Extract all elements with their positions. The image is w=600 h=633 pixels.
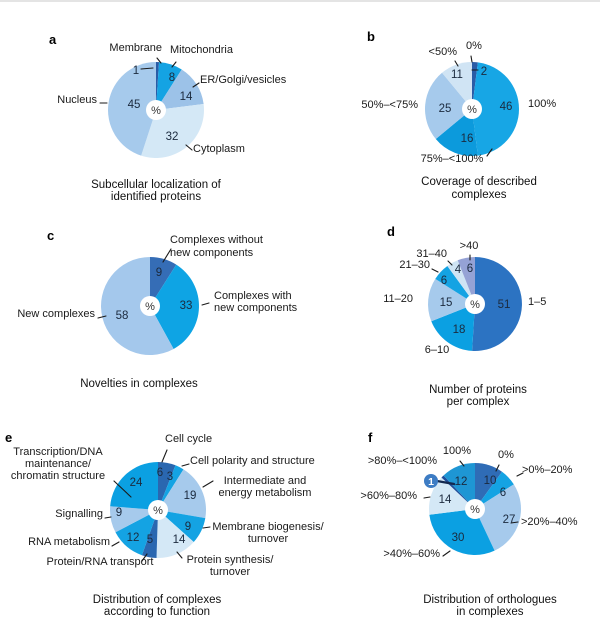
label-intermediate-and — [219, 475, 312, 499]
label-line: >60%–80% — [360, 490, 417, 502]
label-50 — [429, 47, 457, 59]
value-label: 14 — [438, 494, 452, 507]
panel-letter-b: b — [367, 29, 375, 44]
pie-b — [425, 56, 519, 156]
value-label: 12 — [454, 476, 468, 489]
label-line: Cell cycle — [165, 433, 213, 445]
value-label: 3 — [166, 471, 174, 484]
pie-center-symbol: % — [467, 103, 477, 116]
label-line: ER/Golgi/vesicles — [200, 74, 287, 86]
label-line: Signalling — [55, 508, 103, 520]
caption-line: Coverage of described — [421, 176, 537, 188]
label-line: New complexes — [17, 308, 95, 320]
label-line: turnover — [247, 532, 289, 545]
panel-letter-f: f — [368, 430, 373, 445]
value-label: 33 — [179, 300, 193, 313]
leader-line — [112, 542, 119, 546]
label-line: >80%–<100% — [367, 455, 437, 467]
leader-line — [424, 497, 430, 498]
label-line: Protein/RNA transport — [46, 556, 154, 568]
label-mitochondria — [170, 45, 233, 57]
leader-line — [471, 56, 472, 62]
label-membrane-biogenesis — [212, 522, 323, 545]
caption-f — [423, 594, 557, 618]
panel-letter-a: a — [49, 32, 57, 47]
value-label: 11 — [451, 69, 463, 82]
label-cytoplasm — [193, 144, 245, 156]
label-line: RNA metabolism — [28, 536, 110, 548]
label-line: 1–5 — [528, 296, 547, 308]
value-label: 58 — [115, 310, 129, 323]
label-complexes-with — [214, 290, 297, 314]
leader-line — [432, 269, 438, 272]
caption-line: Novelties in complexes — [80, 378, 198, 390]
value-label: 6 — [466, 263, 474, 276]
leader-line — [203, 527, 210, 528]
label-line: 21–30 — [399, 259, 430, 271]
value-label: 12 — [126, 532, 140, 545]
label-0-20 — [522, 465, 572, 477]
value-label: 45 — [127, 99, 141, 112]
value-label: 1 — [428, 475, 434, 488]
value-label: 9 — [155, 267, 163, 280]
label-line: 100% — [442, 445, 472, 457]
value-label: 14 — [172, 534, 186, 547]
label-0 — [498, 450, 514, 462]
caption-b — [421, 176, 537, 202]
label-line: 75%–<100% — [420, 153, 484, 165]
label-60-80 — [360, 491, 417, 503]
label-line: Protein synthesis/ — [186, 554, 274, 566]
caption-line: identified proteins — [110, 191, 202, 203]
label-100 — [443, 446, 471, 458]
label-line: >40 — [459, 240, 479, 252]
label-protein-rna-transport — [47, 557, 154, 569]
value-label: 27 — [502, 514, 516, 527]
label-40 — [460, 241, 479, 253]
label-6-10 — [425, 345, 449, 357]
label-line: maintenance/ — [24, 458, 92, 470]
value-label: 6 — [156, 467, 164, 480]
label-0 — [466, 41, 482, 53]
label-line: Cell polarity and structure — [190, 455, 315, 467]
leader-line — [186, 145, 192, 150]
value-label: 14 — [179, 91, 193, 104]
label-cell-polarity-and-structure — [190, 456, 315, 468]
label-line: Membrane biogenesis/ — [212, 521, 324, 533]
label-line: energy metabolism — [218, 487, 312, 499]
pie-d — [428, 255, 522, 351]
caption-line: according to function — [103, 606, 211, 618]
label-50-75 — [361, 100, 418, 112]
label-20-40 — [521, 517, 578, 529]
label-line: new components — [170, 247, 254, 259]
label-line: Membrane — [109, 42, 162, 54]
label-signalling — [55, 509, 103, 521]
pie-a — [100, 58, 204, 158]
label-complexes-without — [170, 234, 263, 260]
value-label: 15 — [439, 297, 453, 310]
pie-center-symbol: % — [145, 300, 155, 313]
value-label: 6 — [499, 487, 507, 500]
leader-line — [202, 303, 209, 305]
label-line: 31–40 — [416, 248, 447, 260]
caption-line: Distribution of complexes — [92, 594, 222, 606]
label-membrane — [109, 43, 162, 55]
label-line: 0% — [466, 40, 482, 52]
label-er-golgi-vesicles — [200, 75, 286, 87]
caption-d — [429, 384, 527, 408]
label-line: Mitochondria — [170, 44, 233, 56]
value-label: 6 — [440, 275, 448, 288]
label-21-30 — [399, 260, 430, 272]
label-line: 100% — [528, 98, 557, 110]
panel-letter-c: c — [47, 228, 55, 243]
label-line: Transcription/DNA — [13, 446, 103, 458]
leader-line — [203, 481, 213, 487]
value-label: 9 — [184, 521, 192, 534]
value-label: 4 — [454, 264, 462, 277]
value-label: 1 — [132, 65, 140, 78]
value-label: 46 — [499, 101, 513, 114]
label-line: >40%–60% — [383, 548, 440, 560]
label-line: 6–10 — [424, 344, 450, 356]
value-label: 24 — [129, 477, 143, 490]
label-75-100 — [421, 154, 484, 166]
label-nucleus — [57, 95, 97, 107]
label-100 — [528, 99, 556, 111]
label-line: new components — [214, 302, 298, 314]
label-80-100 — [368, 456, 437, 468]
label-line: Complexes with — [214, 290, 292, 302]
pie-c — [98, 249, 209, 355]
pie-center-symbol: % — [470, 503, 480, 516]
label-line: >0%–20% — [522, 464, 573, 476]
label-protein-synthesis — [187, 555, 274, 578]
label-line: Intermediate and — [223, 475, 307, 487]
pie-center-symbol: % — [153, 504, 163, 517]
value-label: 16 — [460, 133, 474, 146]
leader-line — [182, 464, 189, 466]
label-line: 50%–<75% — [361, 99, 418, 111]
value-label: 25 — [438, 103, 452, 116]
pie-center-symbol: % — [470, 298, 480, 311]
label-line: Nucleus — [57, 94, 97, 106]
label-line: 11–20 — [383, 293, 413, 305]
label-line: 0% — [498, 449, 514, 461]
label-line: chromatin structure — [10, 470, 106, 482]
caption-line: per complex — [446, 396, 510, 408]
value-label: 19 — [183, 490, 197, 503]
caption-e — [93, 594, 221, 618]
value-label: 30 — [451, 532, 465, 545]
label-line: Complexes without — [170, 234, 263, 246]
label-line: turnover — [209, 565, 251, 578]
pie-f — [424, 461, 523, 556]
value-label: 5 — [146, 534, 154, 547]
caption-line: Number of proteins — [429, 384, 527, 396]
label-transcription-dna — [11, 446, 105, 482]
label-cell-cycle — [165, 434, 212, 446]
label-line: Cytoplasm — [193, 143, 245, 155]
value-label: 9 — [115, 507, 123, 520]
value-label: 2 — [480, 66, 488, 79]
label-rna-metabolism — [28, 537, 110, 549]
panel-letter-d: d — [387, 224, 395, 239]
label-11-20 — [383, 294, 413, 306]
label-line: <50% — [428, 46, 457, 58]
value-label: 51 — [497, 299, 511, 312]
caption-a — [91, 179, 221, 203]
caption-c — [80, 378, 198, 390]
value-label: 10 — [483, 475, 497, 488]
leader-line — [443, 551, 450, 556]
label-line: >20%–40% — [521, 516, 578, 528]
label-1-5 — [528, 297, 546, 309]
caption-line: in complexes — [456, 606, 524, 618]
value-label: 8 — [168, 72, 176, 85]
label-40-60 — [383, 549, 440, 561]
caption-line: complexes — [451, 189, 507, 201]
leader-line — [105, 517, 111, 518]
value-label: 18 — [452, 324, 466, 337]
pie-center-symbol: % — [151, 104, 161, 117]
panel-letter-e: e — [5, 430, 13, 445]
value-label: 32 — [165, 131, 179, 144]
label-new-complexes — [17, 309, 95, 321]
caption-line: Distribution of orthologues — [423, 594, 557, 606]
leader-line — [162, 450, 167, 462]
caption-line: Subcellular localization of — [91, 179, 221, 191]
